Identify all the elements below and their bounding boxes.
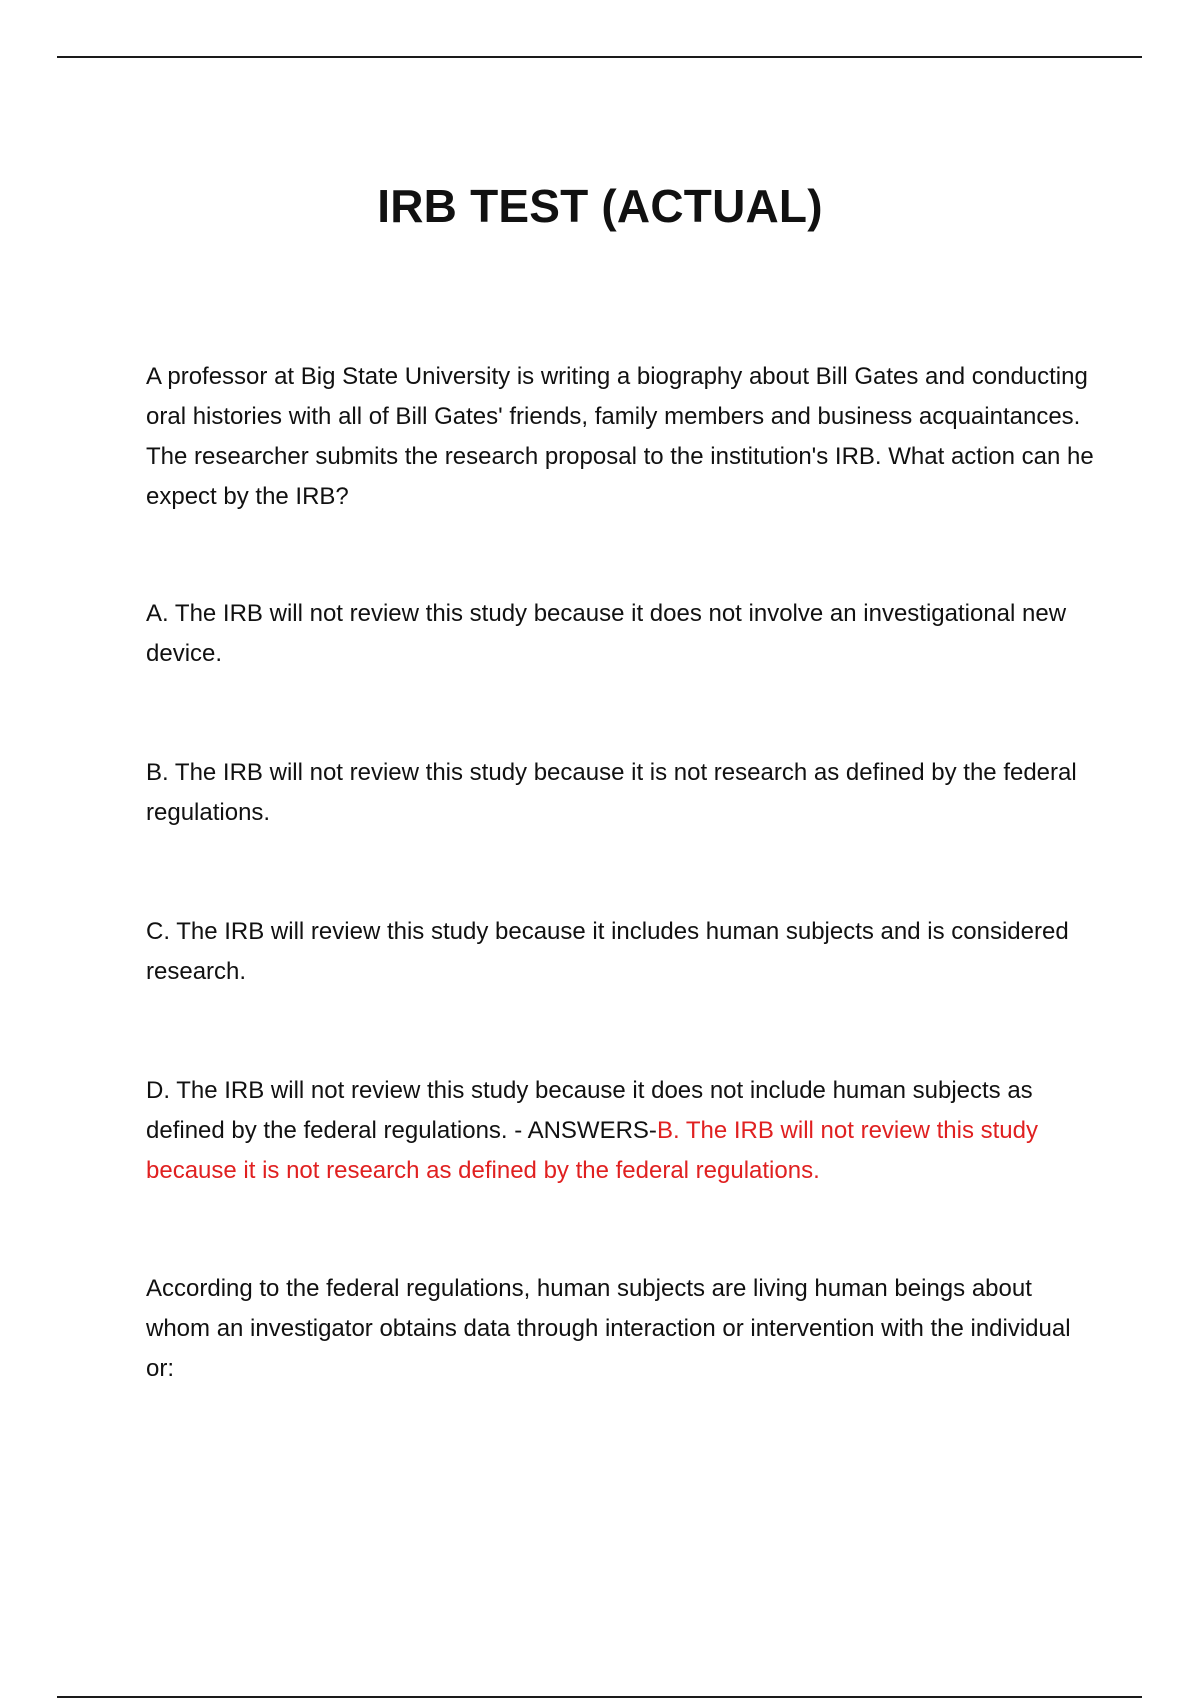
question-1-option-a: A. The IRB will not review this study because it does not involve an investigational new device.: [146, 600, 1067, 667]
bottom-rule: [57, 1696, 1142, 1698]
question-2-prompt: According to the federal regulations, human subjects are living human beings about whom an investigator obtains data through interaction or intervention with the individual or:: [146, 1275, 1071, 1382]
option-d-text: D. The IRB will not review this study because it does not include human subjects as defined by the federal regulations. - ANSWERS-: [146, 1077, 1033, 1144]
question-1-option-d: [146, 1071, 1096, 1191]
top-rule: [57, 56, 1142, 58]
question-1-prompt: A professor at Big State University is writing a biography about Bill Gates and conducting oral histories with all of Bill Gates' friends, family members and business acquaintances. The researcher submits the research proposal to the institution's IRB. What action can he expect by the IRB?: [146, 363, 1094, 510]
page-title: IRB TEST (ACTUAL): [377, 179, 823, 232]
question-1-option-c: C. The IRB will review this study because it includes human subjects and is considered research.: [146, 918, 1069, 985]
question-1-option-b: B. The IRB will not review this study because it is not research as defined by the federal regulations.: [146, 759, 1077, 826]
answer-text: B. The IRB will not review this study because it is not research as defined by the federal regulations.: [146, 1117, 1038, 1184]
